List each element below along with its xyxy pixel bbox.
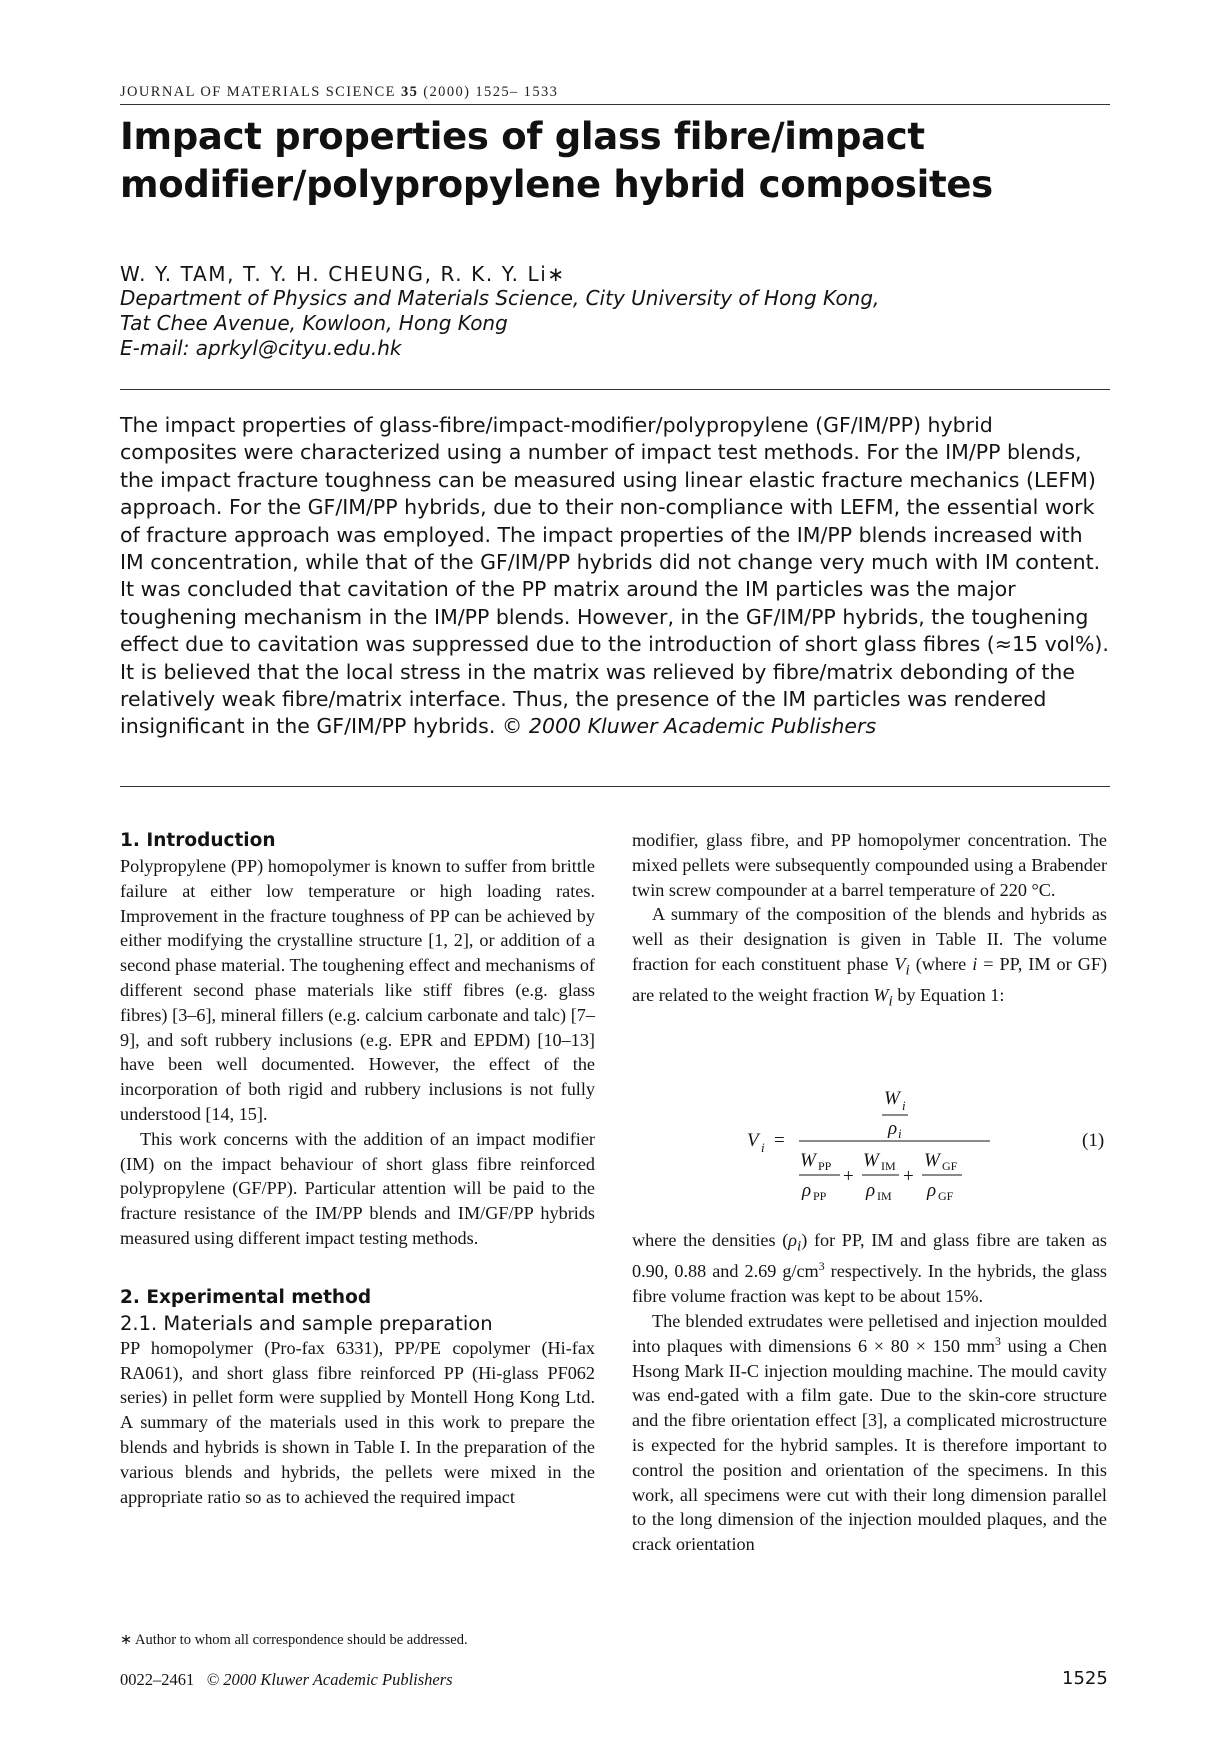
eq-num-w: W — [884, 1088, 900, 1109]
eq-den-rho-gf: ρ — [927, 1180, 937, 1201]
footer-copyright: © 2000 Kluwer Academic Publishers — [206, 1670, 453, 1689]
page-number: 1525 — [1062, 1668, 1108, 1689]
eq-lhs-sub: i — [761, 1140, 765, 1155]
affiliation-line-2: Tat Chee Avenue, Kowloon, Hong Kong — [120, 311, 508, 335]
author-list: W. Y. TAM, T. Y. H. CHEUNG, R. K. Y. Li∗ — [120, 262, 566, 286]
eq-den-rho-gf-sub: GF — [938, 1189, 954, 1203]
right-column-top — [632, 828, 1107, 1015]
header-rule — [120, 104, 1110, 105]
equation-number: (1) — [1082, 1130, 1105, 1151]
equation-1 — [632, 1082, 1110, 1206]
abstract-text: The impact properties of glass-fibre/impact-modifier/polypropylene (GF/IM/PP) hybrid composites were characterized using a number of impact test methods. For the IM/PP blends, the impact fracture toughness can be measured using linear elastic fracture mechanics (LEFM) approach. For the GF/IM/PP hybrids, due to their non-compliance with LEFM, the essential work of fracture approach was employed. The impact properties of the IM/PP blends increased with IM concentration, while that of the GF/IM/PP hybrids did not change very much with IM content. It was concluded that cavitation of the PP matrix around the IM particles was the major toughening mechanism in the IM/PP blends. However, in the GF/IM/PP hybrids, the toughening effect due to cavitation was suppressed due to the introduction of short glass fibres (≈15 vol%). It is believed that the local stress in the matrix was relieved by fibre/matrix debonding of the relatively weak fibre/matrix interface. Thus, the presence of the IM particles was rendered insignificant in the GF/IM/PP hybrids. — [120, 413, 1109, 739]
eq-plus-2: + — [903, 1166, 914, 1187]
eq-den-rho-pp: ρ — [802, 1180, 812, 1201]
eq-den-w-gf: W — [924, 1150, 940, 1171]
eq-den-rho-pp-sub: PP — [813, 1189, 827, 1203]
abstract-bottom-rule — [120, 786, 1110, 787]
right-paragraph-1: modifier, glass fibre, and PP homopolymer concentration. The mixed pellets were subsequently compounded using a Brabender twin screw compounder at a barrel temperature of 220 °C. — [632, 830, 1107, 900]
intro-paragraph-1: Polypropylene (PP) homopolymer is known to suffer from brittle failure at either low temperature or high loading rates. Improvement in the fracture toughness of PP can be achieved by either modifying the crystalline structure [1, 2], or addition of a second phase material. The toughening effect and mechanisms of different second phase materials like stiff fibres (e.g. glass fibres) [3–6], mineral fillers (e.g. calcium carbonate and talc) [7–9], and soft rubbery inclusions (e.g. EPR and EPDM) [10–13] have been well documented. However, the effect of the incorporation of both rigid and rubbery inclusions is not fully understood [14, 15]. — [120, 856, 595, 1124]
right-paragraph-3: where the densities $(\rho_i)$ for PP, IM and glass fibre are taken as 0.90, 0.88 and 2.69 $g/cm^3$ respectively. In the hybrids, the glass fibre volume fraction was kept to be about 15%. — [632, 1230, 1107, 1307]
title-line-1: Impact properties of glass fibre/impact — [120, 115, 925, 158]
footer-issn: 0022–2461 — [120, 1670, 195, 1689]
affiliation-email: E-mail: aprkyl@cityu.edu.hk — [120, 336, 402, 360]
left-column — [120, 828, 595, 1509]
abstract — [120, 412, 1110, 741]
eq-equals: = — [774, 1130, 785, 1151]
affiliation — [120, 286, 879, 361]
eq-num-rho: ρ — [888, 1118, 898, 1139]
eq-den-rho-im: ρ — [866, 1180, 876, 1201]
eq-plus-1: + — [843, 1166, 854, 1187]
journal-name: JOURNAL OF MATERIALS SCIENCE — [120, 84, 396, 100]
journal-pages: 1525– 1533 — [475, 84, 559, 100]
footnote: ∗ Author to whom all correspondence should be addressed. — [120, 1632, 468, 1648]
section-heading-experimental: 2. Experimental method — [120, 1286, 372, 1308]
materials-paragraph-1: PP homopolymer (Pro-fax 6331), PP/PE copolymer (Hi-fax RA061), and short glass fibre reinforced PP (Hi-glass PF062 series) in pellet form were supplied by Montell Hong Kong Ltd. A summary of the materials used in this work to prepare the blends and hybrids is shown in Table I. In the preparation of the various blends and hybrids, the pellets were mixed in the appropriate ratio so as to achieved the required impact — [120, 1337, 595, 1507]
eq-den-w-im: W — [863, 1150, 879, 1171]
subsection-heading-materials: 2.1. Materials and sample preparation — [120, 1311, 493, 1335]
eq-lhs: V — [747, 1130, 759, 1151]
right-column-bottom — [632, 1228, 1107, 1557]
intro-paragraph-2: This work concerns with the addition of an impact modifier (IM) on the impact behaviour of short glass fibre reinforced polypropylene (GF/PP). Particular attention will be paid to the fracture resistance of the IM/PP blends and IM/GF/PP hybrids measured using different impact testing methods. — [120, 1128, 595, 1248]
abstract-top-rule — [120, 389, 1110, 390]
eq-num-w-sub: i — [902, 1098, 906, 1113]
right-paragraph-2: A summary of the composition of the blends and hybrids as well as their designation is given in Table II. The volume fraction for each constituent phase $V_i$ (where i = PP, IM or GF) are related to the weight fraction $W_i$ by Equation 1: — [632, 904, 1108, 1011]
abstract-copyright: © 2000 Kluwer Academic Publishers — [501, 714, 877, 739]
equation-1-svg — [632, 1082, 1110, 1206]
eq-den-rho-im-sub: IM — [877, 1189, 892, 1203]
eq-den-w-gf-sub: GF — [942, 1159, 958, 1173]
affiliation-line-1: Department of Physics and Materials Science, City University of Hong Kong, — [120, 286, 880, 310]
section-heading-introduction: 1. Introduction — [120, 830, 276, 851]
eq-den-w-im-sub: IM — [881, 1159, 896, 1173]
title-line-2: modifier/polypropylene hybrid composites — [120, 163, 993, 206]
journal-volume: 35 — [400, 84, 419, 100]
eq-den-w-pp-sub: PP — [818, 1159, 832, 1173]
paper-title — [120, 113, 1110, 209]
footer-left — [120, 1670, 453, 1690]
journal-header — [120, 84, 558, 101]
journal-year: (2000) — [423, 84, 471, 100]
right-paragraph-4: The blended extrudates were pelletised and injection moulded into plaques with dimensions 6 × 80 × 150 $mm^3$ using a Chen Hsong Mark II-C injection moulding machine. The mould cavity was end-gated with a film gate. Due to the skin-core structure and the fibre orientation effect [3], a complicated microstructure is expected for the hybrid samples. It is therefore important to control the position and orientation of the specimens. In this work, all specimens were cut with their long dimension parallel to the long dimension of the injection moulded plaques, and the crack orientation — [632, 1311, 1107, 1555]
eq-den-w-pp: W — [800, 1150, 816, 1171]
eq-num-rho-sub: i — [898, 1126, 902, 1141]
